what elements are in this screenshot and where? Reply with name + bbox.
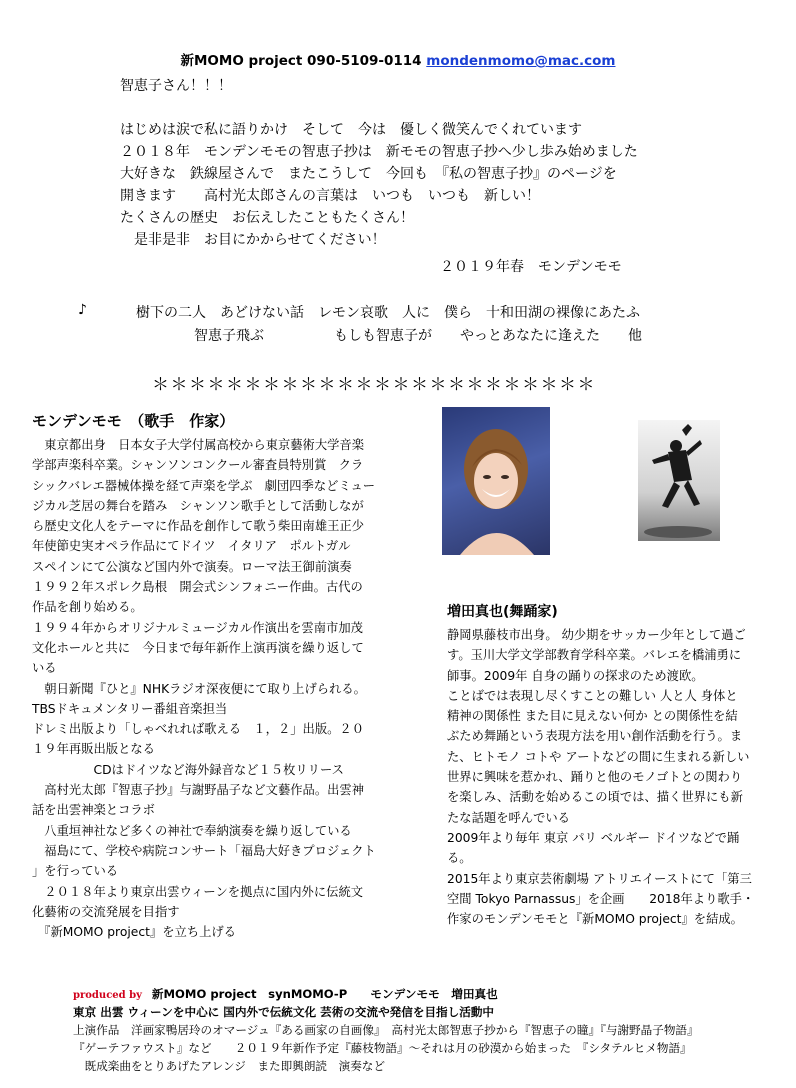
- bio-line: 作品を創り始める。: [32, 600, 143, 615]
- bio-line: １９年再販出版となる: [32, 742, 155, 757]
- letter-line: 是非是非 お目にかからせてください！: [120, 232, 386, 248]
- produced-by-label: produced by: [73, 990, 142, 1001]
- bio-line: を楽しみ、活動を始めるこの頃では、描く世界にも新: [447, 790, 743, 805]
- profile-bio-masuda: [447, 625, 787, 929]
- bio-line: ことばでは表現し尽くすことの難しい 人と人 身体と: [447, 688, 738, 703]
- letter-line: 開きます 高村光太郎さんの言葉は いつも いつも 新しい！: [120, 188, 540, 204]
- bio-line: ２０１８年より東京出雲ウィーンを拠点に国内外に伝統文: [32, 884, 364, 899]
- bio-line: ドレミ出版より「しゃべれれば歌える １，２」出版。２０: [32, 722, 365, 737]
- bio-line: ぶため舞踊という表現方法を用い創作活動を行う。ま: [447, 729, 743, 744]
- bio-line: た、ヒトモノ コトや アートなどの間に生まれる新しい: [447, 749, 750, 764]
- bio-line: 世界に興味を惹かれ、踊りと他のモノゴトとの関わり: [447, 770, 743, 785]
- profile-heading-masuda: 増田真也(舞踊家): [447, 604, 558, 620]
- bio-line: 朝日新聞『ひと』NHKラジオ深夜便にて取り上げられる。: [32, 681, 366, 696]
- bio-line: 八重垣神社など多くの神社で奉納演奏を繰り返している: [32, 823, 352, 838]
- bio-line: ジカル芝居の舞台を踏み シャンソン歌手として活動しなが: [32, 498, 364, 513]
- letter-line: はじめは涙で私に語りかけ そして 今は 優しく微笑んでくれています: [120, 122, 582, 138]
- bio-line: 2009年より毎年 東京 パリ ベルギー ドイツなどで踊: [447, 830, 740, 845]
- bio-line: 高村光太郎『智恵子抄』与謝野晶子など文藝作品。出雲神: [32, 783, 365, 798]
- bio-line: 空間 Tokyo Parnassus」を企画 2018年より歌手・: [447, 891, 755, 906]
- footer-credits: 新MOMO project synMOMO-P モンデンモモ 増田真也: [151, 987, 498, 1001]
- bio-line: 話を出雲神楽とコラボ: [32, 803, 155, 818]
- email-link[interactable]: mondenmomo@mac.com: [426, 53, 616, 69]
- portrait-photo-momo: [442, 407, 550, 555]
- letter-line: 智恵子さん！！！: [120, 78, 232, 94]
- bio-line: シックバレエ器械体操を経て声楽を学ぶ 劇団四季などミュー: [32, 478, 376, 493]
- footer-credits-line: [73, 985, 699, 1003]
- bio-line: 東京都出身 日本女子大学付属高校から東京藝術大学音楽: [32, 438, 365, 452]
- dancer-photo-masuda: [638, 420, 720, 541]
- bio-line: １９９４年からオリジナルミュージカル作演出を雲南市加茂: [32, 620, 363, 635]
- bio-line: スペインにて公演など国内外で演奏。ローマ法王御前演奏: [32, 559, 352, 574]
- bio-line: CDはドイツなど海外録音など１５枚リリース: [32, 762, 344, 777]
- bio-line: ら歴史文化人をテーマに作品を創作して歌う柴田南雄王正少: [32, 519, 365, 534]
- bio-line: 」を行っている: [32, 864, 119, 879]
- letter-signature: ２０１９年春 モンデンモモ: [440, 259, 622, 275]
- bio-line: たな話題を呼んでいる: [447, 810, 570, 825]
- bio-line: す。玉川大学文学部教育学科卒業。バレエを橋浦勇に: [447, 648, 742, 663]
- header-contact: [0, 49, 796, 69]
- letter-line: たくさんの歴史 お伝えしたこともたくさん！: [120, 210, 414, 226]
- bio-line: る。: [447, 851, 472, 866]
- bio-line: １９９２年スポレク島根 開会式シンフォニー作曲。古代の: [32, 580, 363, 595]
- bio-line: 2015年より東京芸術劇場 アトリエイーストにて「第三: [447, 871, 752, 886]
- bio-line: 作家のモンデンモモと『新MOMO project』を結成。: [447, 912, 743, 927]
- bio-line: 文化ホールと共に 今日まで毎年新作上演再演を繰り返して: [32, 640, 364, 655]
- bio-line: 『新MOMO project』を立ち上げる: [32, 925, 236, 940]
- bio-line: 年使節史実オペラ作品にてドイツ イタリア ポルトガル: [32, 539, 351, 554]
- profile-bio-momo: [32, 435, 412, 942]
- profile-heading-momo: モンデンモモ （歌手 作家）: [32, 412, 235, 430]
- bio-line: いる: [32, 661, 57, 676]
- footer-works-line: 上演作品 洋画家鴨居玲のオマージュ『ある画家の自画像』 高村光太郎智恵子抄から『智恵子の瞳』『与謝野晶子物語』: [73, 1023, 699, 1037]
- bio-line: 福島にて、学校や病院コンサート「福島大好きプロジェクト: [32, 843, 376, 858]
- dancer-image: [638, 420, 720, 541]
- bio-line: 静岡県藤枝市出身。 幼少期をサッカー少年として過ご: [447, 628, 746, 642]
- letter-line: [120, 97, 638, 119]
- bio-line: 精神の関係性 また目に見えない何か との関係性を結: [447, 709, 738, 724]
- separator: ＊＊＊＊＊＊＊＊＊＊＊＊＊＊＊＊＊＊＊＊＊＊＊＊: [152, 375, 596, 395]
- letter-line: 大好きな 鉄線屋さんで またこうして 今回も 『私の智恵子抄』のページを: [120, 166, 617, 182]
- song-list-line-2: 智恵子飛ぶ もしも智恵子が やっとあなたに逢えた 他: [194, 328, 642, 344]
- song-list-line-1: 樹下の二人 あどけない話 レモン哀歌 人に 僕ら 十和田湖の裸像にあたふ: [136, 305, 640, 321]
- footer-tagline: 東京 出雲 ウィーンを中心に 国内外で伝統文化 芸術の交流や発信を目指し活動中: [73, 1005, 495, 1019]
- footer-works-line: 『ゲーテファウスト』など ２０１９年新作予定『藤枝物語』〜それは月の砂漠から始まった 『シタテルヒメ物語』: [73, 1041, 692, 1055]
- letter-body: [120, 75, 638, 251]
- bio-line: TBSドキュメンタリー番組音楽担当: [32, 701, 228, 716]
- portrait-image: [442, 407, 550, 555]
- bio-line: 化藝術の交流発展を目指す: [32, 904, 180, 919]
- header-project-phone: 新MOMO project 090-5109-0114: [180, 53, 427, 69]
- footer-works-line: 既成楽曲をとりあげたアレンジ また即興朗読 演奏など: [73, 1059, 385, 1073]
- bio-line: 師事。2009年 自身の踊りの探求のため渡欧。: [447, 668, 704, 683]
- letter-line: ２０１８年 モンデンモモの智恵子抄は 新モモの智恵子抄へ少し歩み始めました: [120, 144, 638, 160]
- footer: [73, 985, 699, 1075]
- music-note-icon: ♪: [78, 302, 87, 318]
- bio-line: 学部声楽科卒業。シャンソンコンクール審査員特別賞 クラ: [32, 458, 364, 473]
